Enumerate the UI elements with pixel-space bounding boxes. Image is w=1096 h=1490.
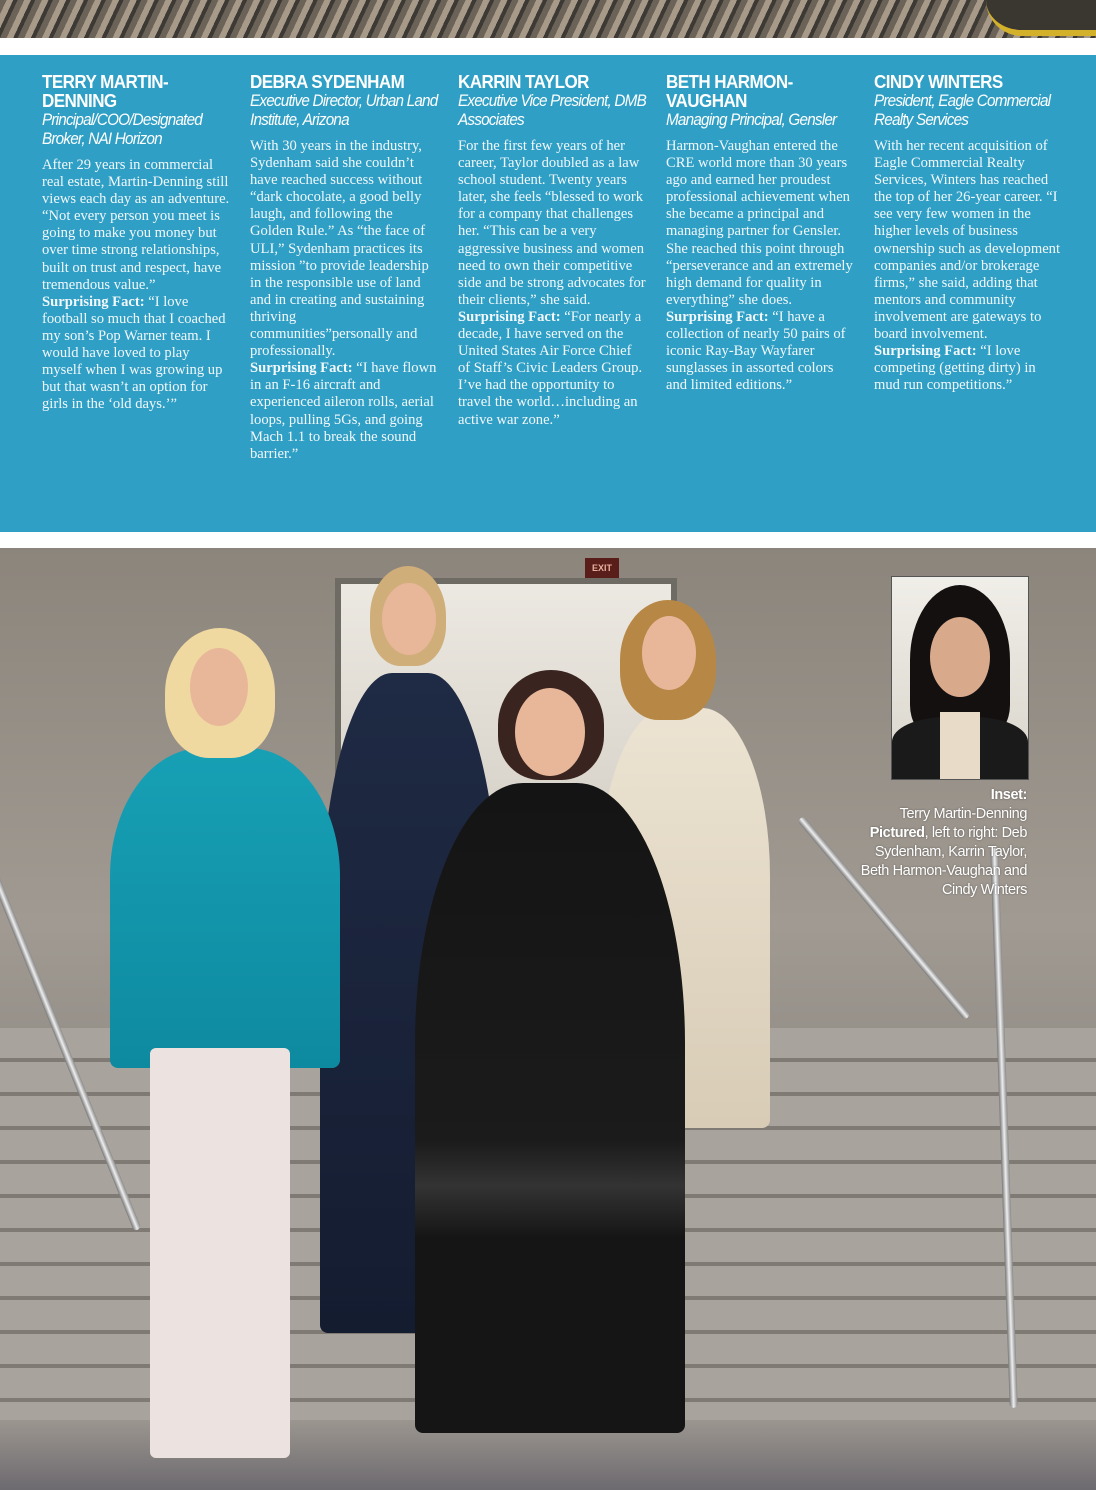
profile-column [250, 72, 438, 463]
profile-role: Executive Director, Urban Land Institute, Arizona [250, 91, 438, 129]
photo-caption [847, 786, 1027, 900]
profile-text: Harmon-Vaughan entered the CRE world more than 30 years ago and earned her proudest professional achievement when she became a principal and managing partner for Gensler. She reached this point through “perseverance and an extremely high demand for quality in everything” she does. [666, 138, 853, 308]
caption-inset-text: Terry Martin-Denning [899, 806, 1027, 822]
profile-body [42, 157, 230, 413]
exit-sign: EXIT [585, 558, 619, 578]
face [930, 617, 990, 697]
profile-role: Executive Vice President, DMB Associates [458, 91, 646, 129]
profile-name: TERRY MARTIN-DENNING [42, 71, 169, 111]
profile-text: For the first few years of her career, Taylor doubled as a law school student. Twenty years later, she feels “blessed to work for a company that challenges her. “This can be a very aggressive business and women need to own their competitive side and be strong advocates for their clients,” she said. [458, 138, 646, 308]
face [382, 583, 436, 655]
profile-column [458, 72, 646, 429]
sign-graphic [986, 0, 1096, 36]
profile-name: KARRIN TAYLOR [458, 71, 589, 92]
fact-text: “I love football so much that I coached my son’s Pop Warner team. I would have loved to play myself when I was growing up but that wasn’t an option for girls in the ‘old days.’” [42, 293, 226, 413]
fact-text: “I love competing (getting dirty) in mud run competitions.” [874, 343, 1036, 394]
face [642, 616, 696, 690]
fact-label: Surprising Fact: [250, 360, 353, 377]
profile-body [874, 138, 1062, 394]
person-martin-denning [110, 748, 340, 1068]
caption-pictured-text: , left to right: Deb Sydenham, Karrin Taylor, Beth Harmon-Vaughan and Cindy Winters [860, 825, 1027, 898]
fact-text: “For nearly a decade, I have served on the United States Air Force Chief of Staff’s Civic Leaders Group. I’ve had the opportunity to travel the world…including an active war zone.” [458, 308, 643, 428]
inset-photo [891, 576, 1029, 780]
profile-name: BETH HARMON-VAUGHAN [666, 71, 793, 111]
profiles-panel [0, 55, 1096, 532]
profile-name: CINDY WINTERS [874, 71, 1003, 92]
fact-label: Surprising Fact: [874, 343, 977, 360]
profile-body [458, 138, 646, 429]
face [190, 648, 248, 726]
profile-role: Principal/COO/Designated Broker, NAI Horizon [42, 110, 203, 148]
profile-text: With 30 years in the industry, Sydenham said she couldn’t have reached success without “dark chocolate, a good belly laugh, and following the Golden Rule.” As “the face of ULI,” Sydenham practices its mission ”to provide leadership in the responsible use of land and in creating and sustaining thriving communities”personally and professionally. [250, 138, 429, 360]
profile-role: President, Eagle Commercial Realty Services [874, 91, 1051, 129]
fact-label: Surprising Fact: [42, 293, 145, 310]
fact-text: “I have a collection of nearly 50 pairs of iconic Ray-Bay Wayfarer sunglasses in assorted colors and limited editions.” [666, 308, 846, 394]
face [515, 688, 585, 776]
profile-role: Managing Principal, Gensler [666, 110, 837, 129]
fact-text: “I have flown in an F-16 aircraft and experienced aileron rolls, aerial loops, pulling 5Gs, and going Mach 1.1 to break the sound barrier.” [250, 360, 437, 462]
caption-pictured-label: Pictured [869, 825, 925, 841]
profile-body [666, 138, 854, 394]
profile-column [874, 72, 1062, 394]
profile-name: DEBRA SYDENHAM [250, 71, 405, 92]
profile-text: With her recent acquisition of Eagle Commercial Realty Services, Winters has reached the top of her 26-year career. “I see very few women in the higher levels of business ownership such as development companies and/or brokerage firms,” she said, adding that mentors and community involvement are gateways to board involvement. [874, 138, 1061, 343]
profile-body [250, 138, 438, 463]
fact-label: Surprising Fact: [666, 308, 769, 325]
white-pants [150, 1048, 290, 1458]
profile-column [42, 72, 230, 413]
caption-inset-label: Inset: [990, 787, 1027, 803]
fact-label: Surprising Fact: [458, 308, 561, 325]
top-photo-strip [0, 0, 1096, 38]
blouse [940, 712, 980, 779]
person-taylor [415, 783, 685, 1433]
profile-text: After 29 years in commercial real estate, Martin-Denning still views each day as an adventure. “Not every person you meet is going to make you money but over time strong relationships, built on trust and respect, have tremendous value.” [42, 157, 230, 293]
profile-column [666, 72, 854, 394]
